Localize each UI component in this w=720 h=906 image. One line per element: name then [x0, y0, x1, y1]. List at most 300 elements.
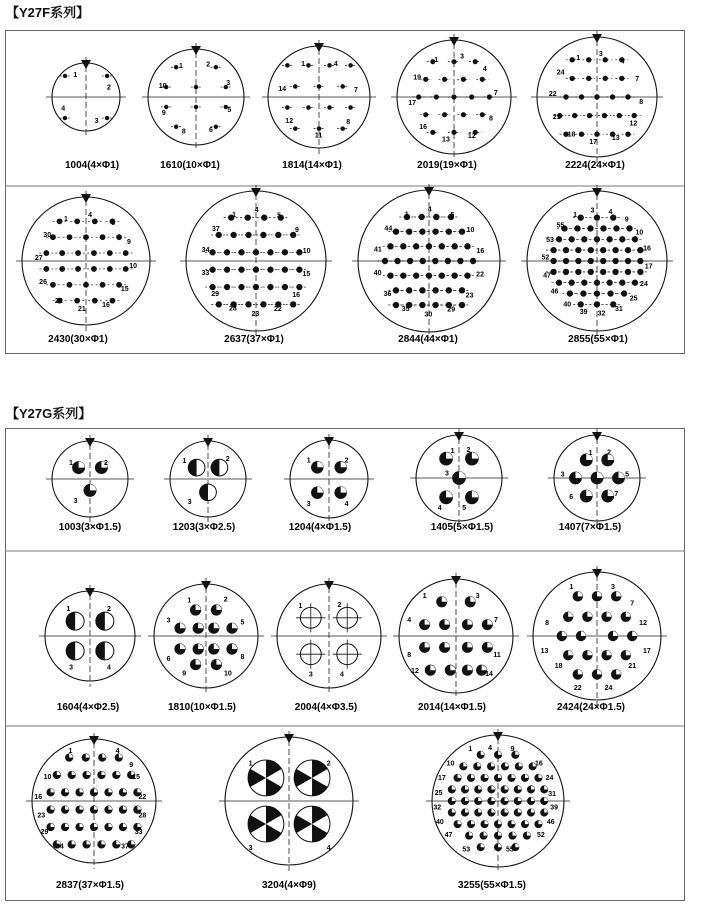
pin-quadrant	[515, 751, 519, 755]
pin-number: 23	[251, 310, 260, 318]
pin-quadrant	[477, 763, 481, 767]
pin-number: 27	[34, 254, 43, 262]
pin-number: 1	[404, 211, 409, 219]
pin-number: 5	[227, 107, 232, 115]
pin-number: 21	[628, 662, 637, 670]
pin-number: 11	[493, 652, 501, 660]
pin-number: 17	[644, 263, 653, 271]
pin-quadrant	[51, 806, 55, 810]
pin-quadrant	[478, 809, 482, 813]
pin-quadrant	[72, 771, 76, 775]
pin-number: 8	[240, 653, 245, 661]
pin-quadrant	[519, 763, 523, 767]
pin-quadrant	[626, 650, 631, 655]
pin-number: 22	[476, 271, 484, 279]
pin-quadrant	[471, 774, 475, 778]
pin-half	[96, 612, 105, 630]
pin-number: 1	[182, 458, 187, 465]
pin-number: 1	[422, 592, 427, 600]
pin-number: 8	[407, 652, 412, 660]
connector-label: 2855(55×Φ1)	[568, 334, 628, 345]
connector-label: 1407(7×Φ1.5)	[558, 522, 622, 533]
pin-number: 3	[460, 53, 465, 61]
pin-number: 2	[607, 449, 611, 457]
pin-number: 41	[374, 246, 382, 254]
connector-1405	[410, 429, 508, 533]
pin-quadrant	[578, 670, 583, 675]
key-marker-icon	[314, 43, 324, 52]
pin-number: 11	[314, 132, 323, 140]
connector-2424	[527, 566, 667, 713]
pin-number: 2	[337, 601, 342, 609]
pin-quadrant	[72, 841, 76, 845]
key-marker-icon	[81, 194, 91, 203]
key-marker-icon	[324, 437, 334, 446]
pin-half	[66, 642, 75, 660]
pin-quadrant	[562, 631, 567, 636]
pin-quadrant	[467, 619, 472, 624]
pin-number: 1	[179, 62, 183, 70]
connector-2014	[393, 573, 519, 713]
pin-number: 8	[488, 115, 493, 123]
pin-quadrant	[632, 631, 637, 636]
pin-number: 40	[373, 270, 382, 278]
pin-quadrant	[608, 490, 614, 496]
pin-quadrant	[481, 844, 485, 848]
pin-number: 7	[353, 87, 358, 95]
key-marker-icon	[324, 581, 334, 590]
pin-quadrant	[518, 797, 522, 801]
key-marker-icon	[203, 438, 213, 447]
pin-number: 7	[614, 491, 619, 499]
pin-number: 23	[37, 812, 46, 820]
key-marker-icon	[592, 34, 602, 43]
pin-quadrant	[478, 786, 482, 790]
key-marker-icon	[251, 188, 261, 197]
pin-quadrant	[525, 774, 529, 778]
connector-1604	[39, 585, 141, 713]
pin-number: 2	[104, 459, 108, 467]
pin-quadrant	[525, 820, 529, 824]
pin-number: 37	[121, 843, 129, 851]
pin-number: 32	[433, 804, 442, 812]
pin-number: 39	[579, 309, 588, 317]
pin-number: 22	[548, 91, 557, 99]
pin-number: 13	[540, 648, 549, 656]
pin-number: 5	[450, 211, 455, 219]
connector-1814	[262, 40, 376, 171]
pin-number: 4	[488, 744, 493, 752]
key-marker-icon	[454, 432, 464, 441]
pin-quadrant	[586, 490, 592, 496]
pin-quadrant	[180, 623, 185, 628]
pin-quadrant	[487, 619, 492, 624]
pin-quadrant	[485, 774, 489, 778]
connector-label: 1610(10×Φ1)	[160, 160, 220, 171]
pin-quadrant	[137, 806, 141, 810]
pin-number: 4	[115, 748, 120, 756]
pin-number: 16	[643, 245, 651, 253]
connector-2430	[16, 191, 156, 345]
pin-number: 9	[510, 746, 515, 754]
pin-quadrant	[498, 820, 502, 824]
pin-number: 28	[138, 812, 147, 820]
pin-number: 9	[161, 110, 166, 118]
pin-number: 6	[209, 127, 213, 135]
connector-1407	[548, 429, 646, 533]
pin-quadrant	[505, 809, 509, 813]
pin-quadrant	[531, 797, 535, 801]
pin-quadrant	[607, 650, 612, 655]
pin-number: 55	[505, 846, 514, 854]
pin-quadrant	[491, 786, 495, 790]
pin-number: 3	[248, 845, 253, 853]
pin-number: 16	[34, 794, 43, 802]
pin-number: 1	[576, 54, 581, 62]
pin-number: 9	[126, 238, 131, 246]
key-marker-icon	[451, 576, 461, 585]
pin-quadrant	[512, 832, 516, 836]
pin-number: 4	[437, 505, 442, 513]
pin-number: 8	[639, 98, 644, 106]
pin-number: 53	[546, 237, 554, 245]
pin-number: 10	[446, 760, 455, 768]
pin-number: 6	[166, 655, 171, 663]
pin-number: 4	[608, 208, 613, 216]
pin-number: 28	[229, 305, 237, 313]
pin-number: 25	[629, 295, 638, 303]
pin-quadrant	[505, 797, 509, 801]
pin-quadrant	[452, 786, 456, 790]
pin-quadrant	[57, 771, 61, 775]
connector-label: 2837(37×Φ1.5)	[56, 880, 124, 891]
pin-quadrant	[518, 809, 522, 813]
pin-quadrant	[452, 797, 456, 801]
pin-quadrant	[445, 642, 450, 647]
connector-3255	[426, 729, 570, 891]
pin-number: 47	[543, 272, 551, 280]
pin-number: 7	[635, 76, 640, 84]
connector-label: 1810(10×Φ1.5)	[168, 702, 236, 713]
pin-number: 6	[569, 494, 574, 502]
connector-2004	[271, 578, 387, 713]
pin-number: 3	[611, 584, 615, 592]
pin-number: 52	[537, 832, 545, 839]
connector-label: 3204(4×Φ9)	[261, 880, 317, 891]
pin-number: 18	[567, 131, 576, 139]
key-marker-icon	[592, 432, 602, 441]
connector-label: 2430(30×Φ1)	[48, 334, 108, 345]
pin-quadrant	[458, 774, 462, 778]
pin-quadrant	[102, 754, 106, 758]
pin-number: 4	[333, 61, 338, 69]
connector-2837	[26, 733, 162, 891]
pin-quadrant	[137, 823, 141, 827]
pin-number: 25	[434, 789, 443, 797]
pin-number: 16	[535, 760, 543, 768]
pin-quadrant	[498, 774, 502, 778]
pin-number: 37	[212, 226, 220, 234]
connector-label: 1003(3×Φ1.5)	[58, 522, 122, 533]
pin-number: 31	[548, 791, 557, 799]
pin-number: 52	[541, 254, 550, 262]
pin-number: 24	[556, 69, 565, 77]
pin-number: 1	[434, 56, 439, 64]
pin-number: 22	[138, 794, 147, 802]
pin-number: 10	[158, 82, 167, 90]
pin-quadrant	[478, 797, 482, 801]
pin-number: 7	[493, 616, 498, 624]
pin-number: 17	[643, 648, 651, 656]
pin-number: 3	[308, 671, 313, 679]
pin-quadrant	[597, 670, 602, 675]
pin-quadrant	[465, 797, 469, 801]
pin-quadrant	[180, 644, 185, 649]
key-marker-icon	[81, 60, 91, 69]
pin-number: 23	[465, 292, 474, 300]
pin-quadrant	[446, 491, 452, 497]
pin-number: 3	[590, 207, 595, 215]
pin-number: 16	[419, 123, 428, 131]
pin-quadrant	[51, 823, 55, 827]
pin-quadrant	[232, 623, 237, 628]
pin-number: 3	[560, 471, 565, 479]
pin-number: 13	[442, 136, 450, 144]
pin-quadrant	[196, 605, 201, 610]
pin-number: 10	[302, 248, 311, 256]
pin-quadrant	[445, 619, 450, 624]
pin-number: 14	[485, 671, 493, 679]
key-marker-icon	[592, 188, 602, 197]
pin-number: 10	[466, 226, 475, 234]
pin-number: 29	[211, 290, 220, 298]
pin-quadrant	[108, 823, 112, 827]
pin-number: 1	[66, 606, 71, 614]
pin-quadrant	[137, 789, 141, 793]
pin-quadrant	[498, 751, 502, 755]
pin-number: 21	[552, 113, 561, 121]
pin-number: 18	[554, 662, 563, 670]
pin-quadrant	[458, 820, 462, 824]
pin-quadrant	[481, 751, 485, 755]
pin-quadrant	[123, 806, 127, 810]
pin-half	[96, 642, 105, 660]
pin-quadrant	[619, 472, 625, 478]
connector-2637	[180, 185, 332, 345]
pin-quadrant	[65, 806, 69, 810]
pin-quadrant	[527, 832, 531, 836]
connector-1003	[46, 435, 134, 533]
pin-quadrant	[101, 841, 105, 845]
pin-number: 9	[294, 227, 299, 235]
pin-number: 34	[201, 246, 210, 254]
pin-number: 46	[550, 288, 559, 296]
pin-quadrant	[51, 789, 55, 793]
pin-half	[211, 459, 219, 476]
pin-quadrant	[568, 612, 573, 617]
key-marker-icon	[201, 581, 211, 590]
pin-number: 1	[569, 584, 574, 592]
pin-number: 3	[187, 499, 192, 507]
pin-number: 12	[411, 668, 419, 676]
pin-quadrant	[108, 806, 112, 810]
pin-quadrant	[87, 771, 91, 775]
connector-1810	[148, 578, 264, 713]
pin-number: 5	[462, 505, 467, 513]
pin-number: 15	[120, 286, 129, 294]
pin-quadrant	[616, 592, 621, 597]
pin-number: 55	[556, 222, 565, 230]
pin-half	[188, 459, 196, 476]
connector-label: 1405(5×Φ1.5)	[430, 522, 494, 533]
pin-number: 3	[166, 617, 171, 625]
pin-number: 40	[436, 818, 444, 826]
pin-number: 4	[106, 664, 111, 672]
pin-number: 24	[640, 280, 648, 288]
pin-quadrant	[116, 841, 120, 845]
pin-number: 40	[563, 301, 572, 309]
pin-number: 12	[285, 118, 294, 126]
pin-number: 3	[69, 664, 74, 672]
pin-number: 1	[298, 602, 303, 610]
pin-quadrant	[472, 452, 478, 458]
pin-number: 4	[340, 671, 344, 679]
pin-quadrant	[79, 462, 85, 468]
pin-quadrant	[538, 774, 542, 778]
pin-quadrant	[587, 650, 592, 655]
pin-number: 24	[545, 775, 554, 783]
key-marker-icon	[85, 438, 95, 447]
pin-quadrant	[463, 763, 467, 767]
connector-label: 2004(4×Φ3.5)	[294, 702, 358, 713]
pin-quadrant	[87, 841, 91, 845]
pin-number: 15	[132, 774, 141, 782]
pin-quadrant	[216, 659, 221, 664]
pin-number: 2	[106, 84, 111, 92]
pin-number: 29	[447, 306, 456, 314]
pin-quadrant	[101, 771, 105, 775]
pin-quadrant	[196, 659, 201, 664]
pin-number: 8	[545, 619, 550, 627]
key-marker-icon	[284, 734, 294, 743]
pin-number: 33	[201, 269, 210, 277]
connector-label: 2424(24×Φ1.5)	[557, 702, 625, 713]
pin-quadrant	[317, 487, 323, 493]
pin-number: 2	[225, 456, 230, 464]
pin-quadrant	[498, 832, 502, 836]
connector-3204	[219, 731, 359, 891]
pin-number: 1	[64, 216, 68, 224]
pin-quadrant	[487, 642, 492, 647]
pin-quadrant	[505, 786, 509, 790]
pin-number: 1	[450, 448, 455, 456]
pin-quadrant	[465, 786, 469, 790]
pin-quadrant	[123, 823, 127, 827]
pin-quadrant	[613, 631, 618, 636]
pin-quadrant	[581, 631, 586, 636]
pin-number: 4	[88, 211, 93, 219]
pin-number: 17	[438, 775, 446, 783]
pin-quadrant	[94, 806, 98, 810]
pin-quadrant	[597, 472, 603, 478]
pin-number: 34	[56, 843, 64, 851]
pin-number: 30	[43, 231, 52, 239]
key-marker-icon	[592, 569, 602, 578]
pin-number: 33	[134, 828, 143, 836]
pin-quadrant	[90, 484, 96, 490]
pin-quadrant	[467, 665, 472, 670]
pin-quadrant	[482, 665, 487, 670]
pin-number: 53	[462, 846, 471, 854]
pin-number: 1	[468, 746, 473, 754]
connector-label: 1204(4×Φ1.5)	[288, 522, 352, 533]
pin-quadrant	[485, 820, 489, 824]
pin-number: 1	[248, 760, 253, 768]
connector-2019	[391, 34, 517, 171]
pin-number: 1	[187, 597, 192, 605]
connector-label: 3255(55×Φ1.5)	[458, 880, 526, 891]
pin-quadrant	[616, 670, 621, 675]
pin-half	[200, 484, 208, 501]
pin-number: 10	[223, 670, 232, 678]
pin-number: 19	[413, 74, 422, 82]
pin-quadrant	[116, 771, 120, 775]
pin-number: 8	[346, 118, 351, 126]
pin-number: 46	[546, 818, 555, 826]
pin-number: 8	[181, 128, 186, 136]
pin-quadrant	[491, 797, 495, 801]
pin-quadrant	[425, 642, 430, 647]
pin-number: 9	[182, 670, 187, 678]
pin-number: 4	[326, 845, 331, 853]
pin-quadrant	[607, 612, 612, 617]
pin-quadrant	[450, 665, 455, 670]
pin-quadrant	[467, 642, 472, 647]
pin-quadrant	[80, 806, 84, 810]
pin-number: 10	[129, 263, 138, 271]
pin-number: 4	[407, 616, 412, 624]
pin-number: 1	[301, 60, 306, 68]
pin-quadrant	[531, 809, 535, 813]
pin-quadrant	[80, 789, 84, 793]
pin-quadrant	[597, 592, 602, 597]
pin-number: 1	[73, 72, 78, 80]
pin-number: 1	[573, 212, 578, 220]
pin-number: 2	[206, 61, 211, 69]
pin-number: 5	[111, 220, 116, 228]
pin-number: 3	[94, 117, 99, 125]
pin-number: 3	[475, 592, 480, 600]
pin-number: 10	[635, 229, 644, 237]
pin-quadrant	[544, 786, 548, 790]
pin-number: 9	[129, 761, 134, 769]
pin-number: 14	[278, 86, 287, 94]
pin-number: 16	[102, 301, 110, 309]
pin-number: 1	[306, 457, 311, 465]
pin-quadrant	[531, 786, 535, 790]
pin-quadrant	[505, 763, 509, 767]
pin-number: 44	[384, 225, 393, 233]
pin-quadrant	[491, 763, 495, 767]
pin-number: 5	[240, 619, 245, 627]
pin-quadrant	[515, 844, 519, 848]
connector-label: 2014(14×Φ1.5)	[418, 702, 486, 713]
pin-quadrant	[511, 774, 515, 778]
pin-quadrant	[341, 487, 347, 493]
pin-number: 4	[427, 206, 432, 214]
pin-quadrant	[498, 844, 502, 848]
pin-quadrant	[317, 461, 323, 467]
